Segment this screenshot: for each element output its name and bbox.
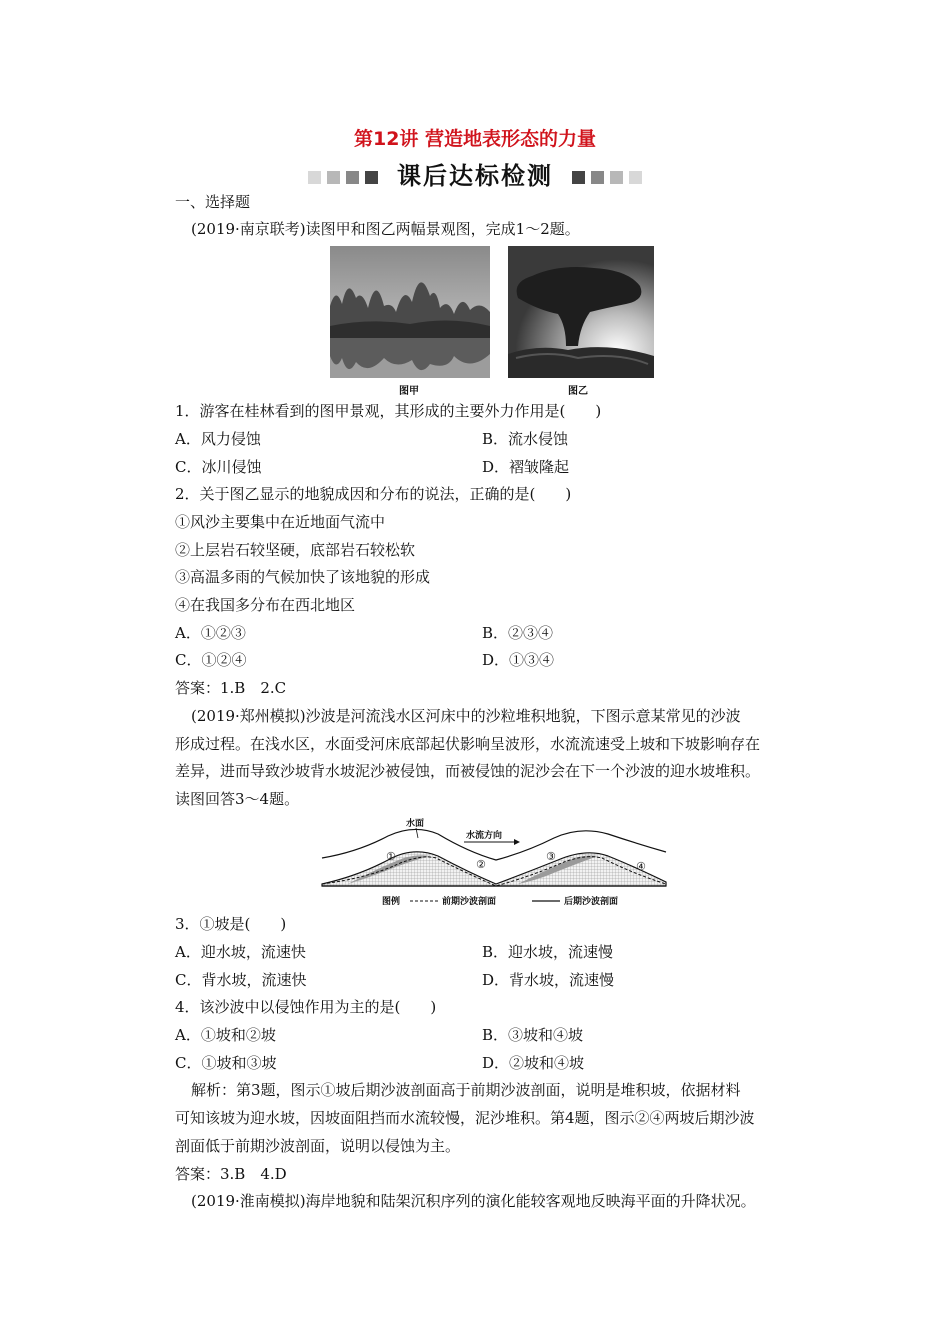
- intro-1: (2019·南京联考)读图甲和图乙两幅景观图，完成1～2题。: [191, 220, 580, 238]
- q1-option-b: B．流水侵蚀: [482, 430, 569, 448]
- q2-statement-4: ④在我国多分布在西北地区: [175, 596, 356, 614]
- legend-early-profile: 前期沙波剖面: [442, 897, 497, 907]
- analysis-line-2: 可知该坡为迎水坡，因坡面阻挡而水流较慢，泥沙堆积。第4题，图示②④两坡后期沙波: [175, 1109, 755, 1127]
- flow-direction-label: 水流方向: [466, 831, 503, 841]
- q3-option-b: B．迎水坡，流速慢: [482, 943, 614, 961]
- marker-3: ③: [546, 850, 556, 863]
- banner-square: [629, 171, 642, 184]
- intro-3: (2019·淮南模拟)海岸地貌和陆架沉积序列的演化能较客观地反映海平面的升降状况。: [191, 1192, 756, 1210]
- banner-square: [591, 171, 604, 184]
- analysis-line-3: 剖面低于前期沙波剖面，说明以侵蚀为主。: [175, 1137, 461, 1155]
- q4-option-c: C．①坡和③坡: [175, 1054, 277, 1072]
- q1-option-a: A．风力侵蚀: [175, 430, 261, 448]
- q2-option-d: D．①③④: [482, 651, 555, 669]
- q3-option-d: D．背水坡，流速慢: [482, 971, 615, 989]
- q4-option-b: B．③坡和④坡: [482, 1026, 584, 1044]
- intro-2-line-3: 差异，进而导致沙坡背水坡泥沙被侵蚀，而被侵蚀的泥沙会在下一个沙波的迎水坡堆积。: [175, 762, 761, 780]
- legend-late-profile: 后期沙波剖面: [564, 897, 619, 907]
- q2-option-c: C．①②④: [175, 651, 247, 669]
- intro-2-line-4: 读图回答3～4题。: [175, 790, 300, 808]
- question-1-stem: 1．游客在桂林看到的图甲景观，其形成的主要外力作用是( ): [175, 402, 602, 420]
- analysis-line-1: 解析：第3题，图示①坡后期沙波剖面高于前期沙波剖面，说明是堆积坡，依据材料: [191, 1081, 741, 1099]
- q3-option-a: A．迎水坡，流速快: [175, 943, 306, 961]
- banner-square: [346, 171, 359, 184]
- sand-wave-diagram: [318, 812, 672, 910]
- question-3-stem: 3．①坡是( ): [175, 915, 287, 933]
- section-banner: [0, 156, 950, 191]
- q2-option-b: B．②③④: [482, 624, 554, 642]
- banner-square: [327, 171, 340, 184]
- answer-2: 答案：3.B 4.D: [175, 1165, 287, 1183]
- q4-option-d: D．②坡和④坡: [482, 1054, 585, 1072]
- water-surface-label: 水面: [406, 819, 425, 829]
- q4-option-a: A．①坡和②坡: [175, 1026, 276, 1044]
- banner-square: [308, 171, 321, 184]
- marker-2: ②: [476, 858, 486, 871]
- answer-1: 答案：1.B 2.C: [175, 679, 287, 697]
- figure-caption-jia: 图甲: [399, 386, 419, 397]
- banner-square: [610, 171, 623, 184]
- figure-yi-mushroom-rock-photo: [508, 246, 654, 378]
- banner-square: [365, 171, 378, 184]
- section-heading: 一、选择题: [175, 193, 251, 211]
- question-2-stem: 2．关于图乙显示的地貌成因和分布的说法，正确的是( ): [175, 485, 572, 503]
- q1-option-d: D．褶皱隆起: [482, 458, 570, 476]
- late-sand-profile: [322, 852, 666, 886]
- page-title: 第12讲 营造地表形态的力量: [353, 128, 597, 150]
- q2-statement-3: ③高温多雨的气候加快了该地貌的形成: [175, 568, 431, 586]
- intro-2-line-2: 形成过程。在浅水区，水面受河床底部起伏影响呈波形，水流流速受上坡和下坡影响存在: [175, 735, 761, 753]
- banner-text: 课后达标检测: [397, 162, 553, 190]
- marker-4: ④: [636, 860, 646, 873]
- q2-option-a: A．①②③: [175, 624, 246, 642]
- marker-1: ①: [386, 850, 396, 863]
- q1-option-c: C．冰川侵蚀: [175, 458, 262, 476]
- figure-jia-karst-photo: [330, 246, 490, 378]
- intro-2-line-1: (2019·郑州模拟)沙波是河流浅水区河床中的沙粒堆积地貌，下图示意某常见的沙波: [191, 707, 741, 725]
- legend-label: 图例: [382, 897, 401, 907]
- q2-statement-2: ②上层岩石较坚硬，底部岩石较松软: [175, 541, 416, 559]
- q3-option-c: C．背水坡，流速快: [175, 971, 307, 989]
- question-4-stem: 4．该沙波中以侵蚀作用为主的是( ): [175, 998, 437, 1016]
- banner-square: [572, 171, 585, 184]
- q2-statement-1: ①风沙主要集中在近地面气流中: [175, 513, 386, 531]
- figure-caption-yi: 图乙: [568, 386, 588, 397]
